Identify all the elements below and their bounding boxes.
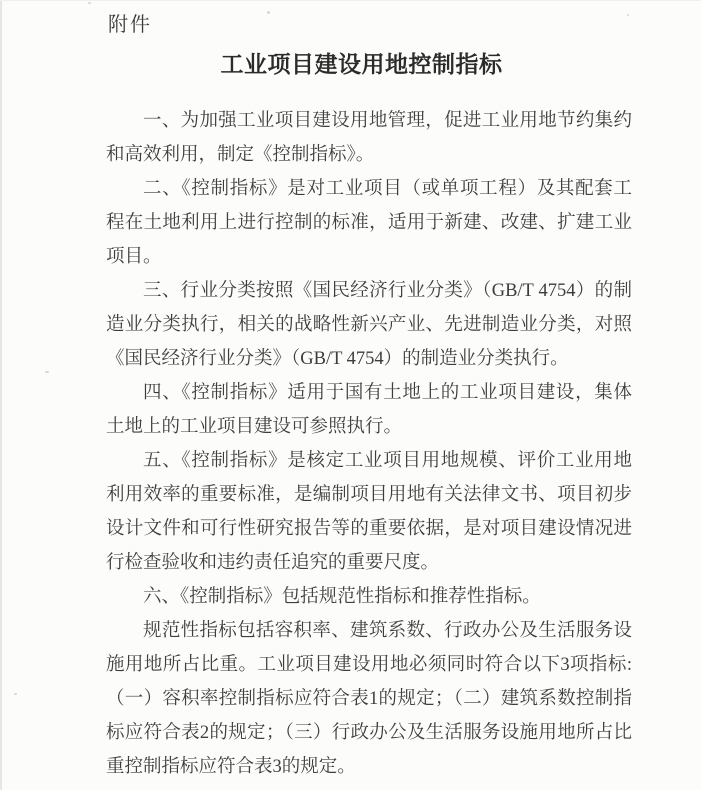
body-line: 五、《控制指标》是核定工业项目用地规模、评价工业用地 xyxy=(143,451,632,471)
body-line: 标应符合表2的规定；（三）行政办公及生活服务设施用地所占比 xyxy=(106,723,632,743)
body-line: 《国民经济行业分类》（GB/T 4754）的制造业分类执行。 xyxy=(106,349,569,369)
scan-edge-left xyxy=(0,0,2,790)
body-line: 土地上的工业项目建设可参照执行。 xyxy=(106,417,403,437)
body-line: 六、《控制指标》包括规范性指标和推荐性指标。 xyxy=(143,587,541,607)
body-line: 行检查验收和违约责任追究的重要尺度。 xyxy=(106,553,440,573)
body-line: 施用地所占比重。工业项目建设用地必须同时符合以下3项指标: xyxy=(106,655,632,675)
document-title: 工业项目建设用地控制指标 xyxy=(220,52,503,77)
body-line: 规范性指标包括容积率、建筑系数、行政办公及生活服务设 xyxy=(143,621,632,641)
body-line: 设计文件和可行性研究报告等的重要依据，是对项目建设情况进 xyxy=(106,519,632,539)
body-line: 和高效利用，制定《控制指标》。 xyxy=(106,145,375,165)
body-line: 利用效率的重要标准，是编制项目用地有关法律文书、项目初步 xyxy=(106,485,632,505)
document-body xyxy=(106,104,632,784)
scan-speck xyxy=(627,14,629,16)
body-line: 三、行业分类按照《国民经济行业分类》（GB/T 4754）的制 xyxy=(143,281,632,301)
body-line: 重控制指标应符合表3的规定。 xyxy=(106,757,356,777)
scan-speck xyxy=(267,11,270,14)
body-line: （一）容积率控制指标应符合表1的规定；（二）建筑系数控制指 xyxy=(106,689,632,709)
body-line: 程在土地利用上进行控制的标准，适用于新建、改建、扩建工业 xyxy=(106,213,632,233)
body-line: 造业分类执行，相关的战略性新兴产业、先进制造业分类，对照 xyxy=(106,315,632,335)
attachment-label: 附件 xyxy=(108,14,152,36)
body-line: 项目。 xyxy=(106,247,162,267)
body-line: 一、为加强工业项目建设用地管理，促进工业用地节约集约 xyxy=(143,111,632,131)
body-line: 二、《控制指标》是对工业项目（或单项工程）及其配套工 xyxy=(143,179,632,199)
scan-edge-top xyxy=(0,0,701,1)
body-line: 四、《控制指标》适用于国有土地上的工业项目建设，集体 xyxy=(143,383,632,403)
scan-speck xyxy=(14,693,17,695)
scan-speck xyxy=(45,371,49,373)
scan-speck xyxy=(88,2,91,4)
